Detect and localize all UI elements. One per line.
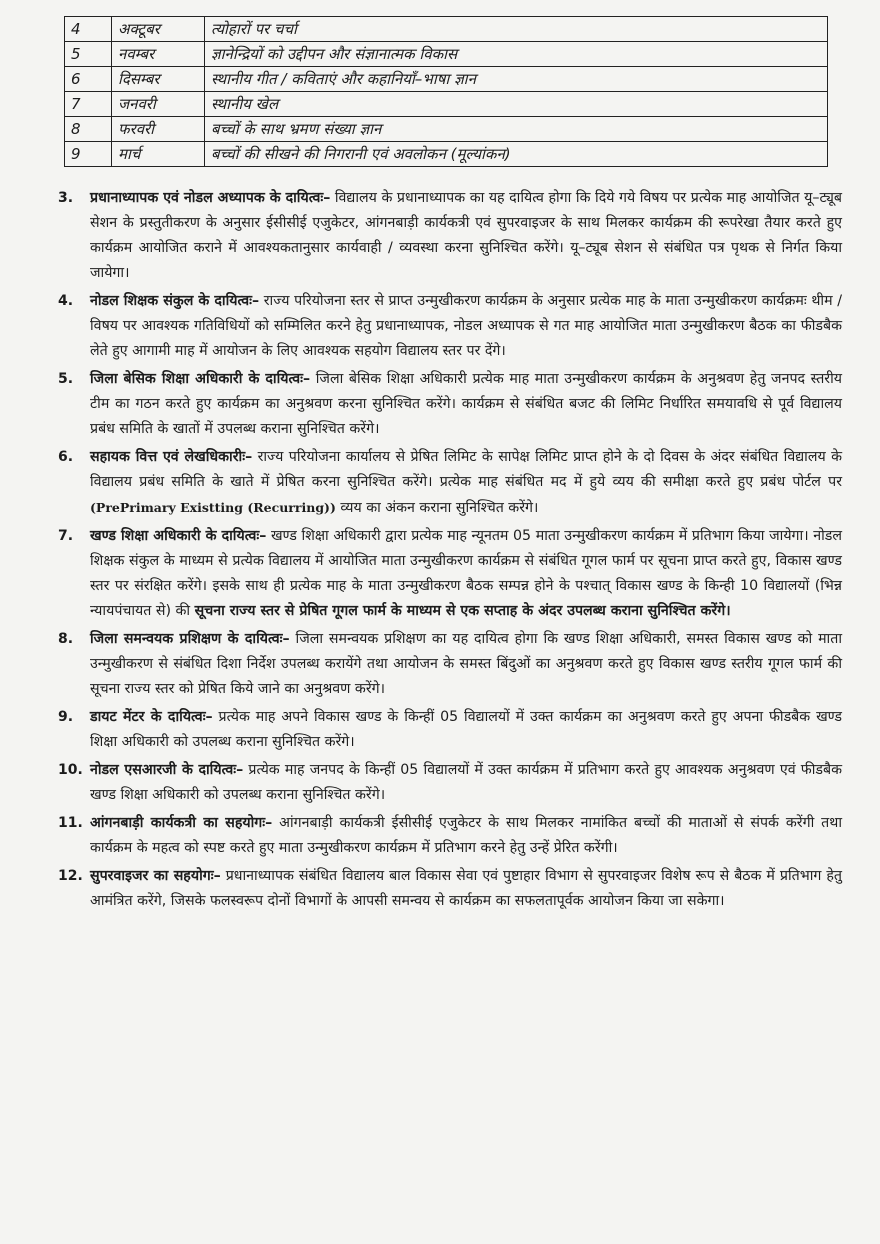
item-heading: जिला समन्वयक प्रशिक्षण के दायित्वः– (90, 631, 290, 647)
item-text: आंगनबाड़ी कार्यकत्री ईसीसीई एजुकेटर के साथ मिलकर नामांकित बच्चों की माताओं से संपर्क करेंगी तथा कार्यक्रम के महत्व को स्पष्ट करते हुए माता उन्मुखीकरण कार्यक्रम में प्रतिभाग करने हेतु उन्हें प्रेरित करेंगी। (90, 815, 843, 856)
table-row (65, 117, 828, 142)
item-text: जिला बेसिक शिक्षा अधिकारी प्रत्येक माह माता उन्मुखीकरण कार्यक्रम के अनुश्रवण हेतु जनपद स्तरीय टीम का गठन करते हुए कार्यक्रम का अनुश्रवण करना सुनिश्चित करेंगे। कार्यक्रम से संबंधित बजट की लिमिट निर्धारित समयावधि से पूर्व विद्यालय प्रबंध समिति के खातों में उपलब्ध कराना सुनिश्चित करेंगे। (90, 371, 842, 437)
list-item (56, 445, 842, 521)
table-row (65, 142, 828, 167)
row-number: 4 (65, 17, 112, 42)
row-month: जनवरी (112, 92, 205, 117)
table-row (65, 17, 828, 42)
row-topic: त्योहारों पर चर्चा (205, 17, 828, 42)
item-heading: आंगनबाड़ी कार्यकत्री का सहयोगः– (90, 815, 273, 831)
item-number: 3. (58, 190, 74, 206)
item-number: 12. (58, 868, 83, 884)
item-heading: जिला बेसिक शिक्षा अधिकारी के दायित्वः– (90, 371, 311, 387)
item-text: प्रत्येक माह अपने विकास खण्ड के किन्हीं 05 विद्यालयों में उक्त कार्यक्रम का अनुश्रवण करते हुए अपना फीडबैक खण्ड शिक्षा अधिकारी को उपलब्ध कराना सुनिश्चित करेंगे। (90, 709, 843, 750)
item-text: प्रत्येक माह जनपद के किन्हीं 05 विद्यालयों में उक्त कार्यक्रम में प्रतिभाग करते हुए आवश्यक अनुश्रवण एवं फीडबैक खण्ड शिक्षा अधिकारी को उपलब्ध कराना सुनिश्चित करेंगे। (90, 762, 842, 803)
item-text: जिला समन्वयक प्रशिक्षण का यह दायित्व होगा कि खण्ड शिक्षा अधिकारी, समस्त विकास खण्ड को माता उन्मुखीकरण से संबंधित दिशा निर्देश उपलब्ध करायेंगे तथा आयोजन के समस्त बिंदुओं का अनुश्रवण करते हुए विकास खण्ड स्तरीय गूगल फार्म की सूचना राज्य स्तर को प्रेषित किये जाने का अनुश्रवण करेंगे। (90, 631, 842, 697)
list-item (56, 186, 842, 286)
table-row (65, 67, 828, 92)
item-number: 7. (58, 528, 74, 544)
list-item (56, 367, 842, 442)
item-heading: प्रधानाध्यापक एवं नोडल अध्यापक के दायित्वः– (90, 190, 331, 206)
item-number: 8. (58, 631, 74, 647)
item-heading: खण्ड शिक्षा अधिकारी के दायित्वः– (90, 528, 267, 544)
list-item (56, 705, 842, 755)
item-heading: सहायक वित्त एवं लेखधिकारीः– (90, 449, 253, 465)
list-item (56, 811, 842, 861)
item-emphasis: सूचना राज्य स्तर से प्रेषित गूगल फार्म के माध्यम से एक सप्ताह के अंदर उपलब्ध कराना सुनिश्चित करेंगे। (194, 603, 731, 619)
monthly-schedule-table (64, 16, 828, 167)
row-number: 5 (65, 42, 112, 67)
row-topic: स्थानीय खेल (205, 92, 828, 117)
item-text: राज्य परियोजना स्तर से प्राप्त उन्मुखीकरण कार्यक्रम के अनुसार प्रत्येक माह के माता उन्मुखीकरण कार्यक्रमः थीम / विषय पर आवश्यक गतिविधियों को सम्मिलित करने हेतु प्रधानाध्यापक, नोडल अध्यापक से गत माह आयोजित माता उन्मुखीकरण बैठक का फीडबैक लेते हुए आगामी माह में आयोजन के लिए आवश्यक सहयोग विद्यालय स्तर पर देंगे। (90, 293, 842, 359)
row-month: मार्च (112, 142, 205, 167)
item-text: प्रधानाध्यापक संबंधित विद्यालय बाल विकास सेवा एवं पुष्टाहार विभाग से सुपरवाइजर विशेष रूप से बैठक में प्रतिभाग हेतु आमंत्रित करेंगे, जिसके फलस्वरूप दोनों विभागों के आपसी समन्वय से कार्यक्रम का सफलतापूर्वक आयोजन किया जा सकेगा। (90, 868, 842, 909)
item-text: विद्यालय के प्रधानाध्यापक का यह दायित्व होगा कि दिये गये विषय पर प्रत्येक माह आयोजित यू–ट्यूब सेशन के प्रस्तुतीकरण के अनुसार ईसीसीई एजुकेटर, आंगनबाड़ी कार्यकत्री एवं सुपरवाइजर के साथ मिलकर कार्यक्रम की रूपरेखा तैयार करते हुए कार्यक्रम आयोजित कराने में आवश्यकतानुसार कार्यवाही / व्यवस्था करना सुनिश्चित करेंगे। यू–ट्यूब सेशन से संबंधित पत्र पृथक से निर्गत किया जायेगा। (90, 190, 842, 281)
list-item (56, 289, 842, 364)
list-item (56, 627, 842, 702)
responsibilities-list (56, 186, 842, 917)
list-item (56, 864, 842, 914)
row-number: 7 (65, 92, 112, 117)
item-text: राज्य परियोजना कार्यालय से प्रेषित लिमिट के सापेक्ष लिमिट प्राप्त होने के दो दिवस के अंदर संबंधित विद्यालय के विद्यालय प्रबंध समिति के खाते में प्रेषित करना सुनिश्चित करेंगे। प्रत्येक माह संबंधित मद में हुये व्यय की समीक्षा करते हुए प्रबंध पोर्टल पर (90, 449, 842, 490)
row-month: नवम्बर (112, 42, 205, 67)
row-month: दिसम्बर (112, 67, 205, 92)
row-topic: ज्ञानेन्द्रियों को उद्दीपन और संज्ञानात्मक विकास (205, 42, 828, 67)
list-item (56, 758, 842, 808)
item-number: 4. (58, 293, 74, 309)
item-heading: नोडल शिक्षक संकुल के दायित्वः– (90, 293, 260, 309)
row-number: 6 (65, 67, 112, 92)
item-number: 11. (58, 815, 83, 831)
row-topic: बच्चों की सीखने की निगरानी एवं अवलोकन (मूल्यांकन) (205, 142, 828, 167)
row-number: 9 (65, 142, 112, 167)
item-text-continued: व्यय का अंकन कराना सुनिश्चित करेंगे। (335, 500, 539, 516)
row-month: फरवरी (112, 117, 205, 142)
row-topic: बच्चों के साथ भ्रमण संख्या ज्ञान (205, 117, 828, 142)
row-number: 8 (65, 117, 112, 142)
row-month: अक्टूबर (112, 17, 205, 42)
portal-field-name: (PrePrimary Existting (Recurring)) (90, 500, 336, 515)
item-number: 9. (58, 709, 74, 725)
item-heading: डायट मेंटर के दायित्वः– (90, 709, 213, 725)
item-number: 10. (58, 762, 83, 778)
list-item (56, 524, 842, 624)
table-row (65, 92, 828, 117)
item-number: 5. (58, 371, 74, 387)
row-topic: स्थानीय गीत / कविताएं और कहानियाँ–भाषा ज्ञान (205, 67, 828, 92)
item-number: 6. (58, 449, 74, 465)
item-text: खण्ड शिक्षा अधिकारी द्वारा प्रत्येक माह न्यूनतम 05 माता उन्मुखीकरण कार्यक्रम में प्रतिभाग किया जायेगा। नोडल शिक्षक संकुल के माध्यम से प्रत्येक विद्यालय में आयोजित माता उन्मुखीकरण कार्यक्रम से संबंधित गूगल फार्म पर सूचना प्राप्त करते हुए, विकास खण्ड स्तर पर संरक्षित करेंगे। इसके साथ ही प्रत्येक माह के माता उन्मुखीकरण बैठक सम्पन्न होने के पश्चात् विकास खण्ड के किन्ही 10 विद्यालयों (भिन्न न्यायपंचायत से) की (90, 528, 842, 619)
item-heading: सुपरवाइजर का सहयोगः– (90, 868, 221, 884)
item-heading: नोडल एसआरजी के दायित्वः– (90, 762, 244, 778)
table-row (65, 42, 828, 67)
